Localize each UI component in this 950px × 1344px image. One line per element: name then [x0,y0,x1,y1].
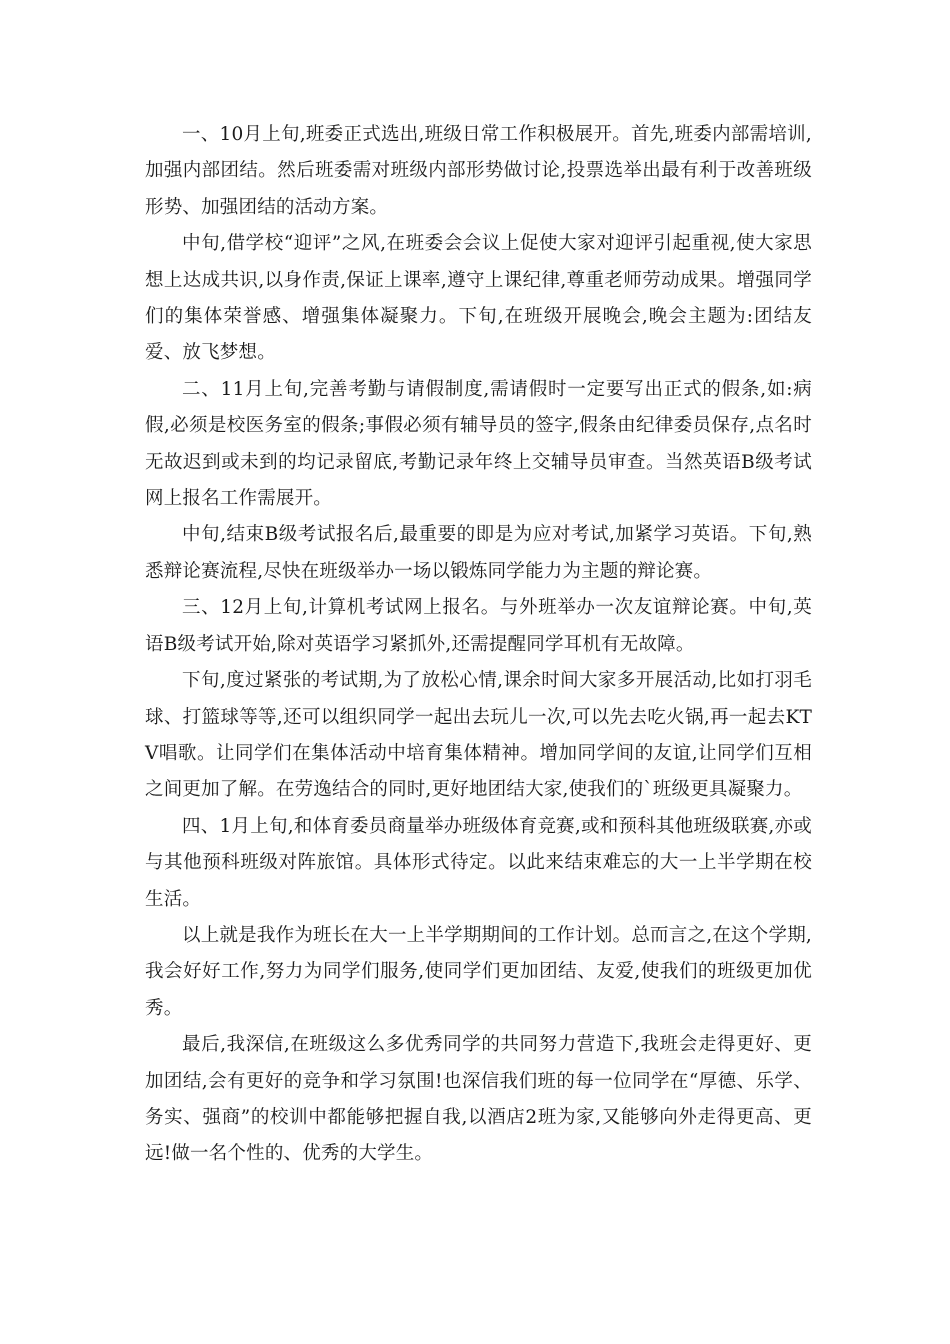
paragraph-november-mid-late: 中旬,结束B级考试报名后,最重要的即是为应对考试,加紧学习英语。下旬,熟悉辩论赛流程,尽快在班级举办一场以锻炼同学能力为主题的辩论赛。 [145,524,812,582]
paragraph-conclusion: 最后,我深信,在班级这么多优秀同学的共同努力营造下,我班会走得更好、更加团结,会有更好的竞争和学习氛围!也深信我们班的每一位同学在“厚德、乐学、务实、强商”的校训中都能够把握自我,以酒店2班为家,又能够向外走得更高、更远!做一名个性的、优秀的大学生。 [145,1034,812,1165]
paragraph-december-late: 下旬,度过紧张的考试期,为了放松心情,课余时间大家多开展活动,比如打羽毛球、打篮球等等,还可以组织同学一起出去玩儿一次,可以先去吃火锅,再一起去KTV唱歌。让同学们在集体活动中培育集体精神。增加同学间的友谊,让同学们互相之间更加了解。在劳逸结合的同时,更好地团结大家,使我们的`班级更具凝聚力。 [145,670,812,801]
paragraph-december-early-mid: 三、12月上旬,计算机考试网上报名。与外班举办一次友谊辩论赛。中旬,英语B级考试开始,除对英语学习紧抓外,还需提醒同学耳机有无故障。 [145,597,812,655]
paragraph-october-mid-late: 中旬,借学校“迎评”之风,在班委会会议上促使大家对迎评引起重视,使大家思想上达成共识,以身作责,保证上课率,遵守上课纪律,尊重老师劳动成果。增强同学们的集体荣誉感、增强集体凝聚力。下旬,在班级开展晚会,晚会主题为:团结友爱、放飞梦想。 [145,233,812,364]
paragraph-october-early: 一、10月上旬,班委正式选出,班级日常工作积极展开。首先,班委内部需培训,加强内部团结。然后班委需对班级内部形势做讨论,投票选举出最有利于改善班级形势、加强团结的活动方案。 [145,124,812,218]
paragraph-summary: 以上就是我作为班长在大一上半学期期间的工作计划。总而言之,在这个学期,我会好好工作,努力为同学们服务,使同学们更加团结、友爱,使我们的班级更加优秀。 [145,924,812,1019]
document-body [145,117,812,1173]
paragraph-january: 四、1月上旬,和体育委员商量举办班级体育竞赛,或和预科其他班级联赛,亦或与其他预科班级对阵旅馆。具体形式待定。以此来结束难忘的大一上半学期在校生活。 [145,815,812,910]
paragraph-november-early: 二、11月上旬,完善考勤与请假制度,需请假时一定要写出正式的假条,如:病假,必须是校医务室的假条;事假必须有辅导员的签字,假条由纪律委员保存,点名时无故迟到或未到的均记录留底,考勤记录年终上交辅导员审查。当然英语B级考试网上报名工作需展开。 [145,378,812,510]
